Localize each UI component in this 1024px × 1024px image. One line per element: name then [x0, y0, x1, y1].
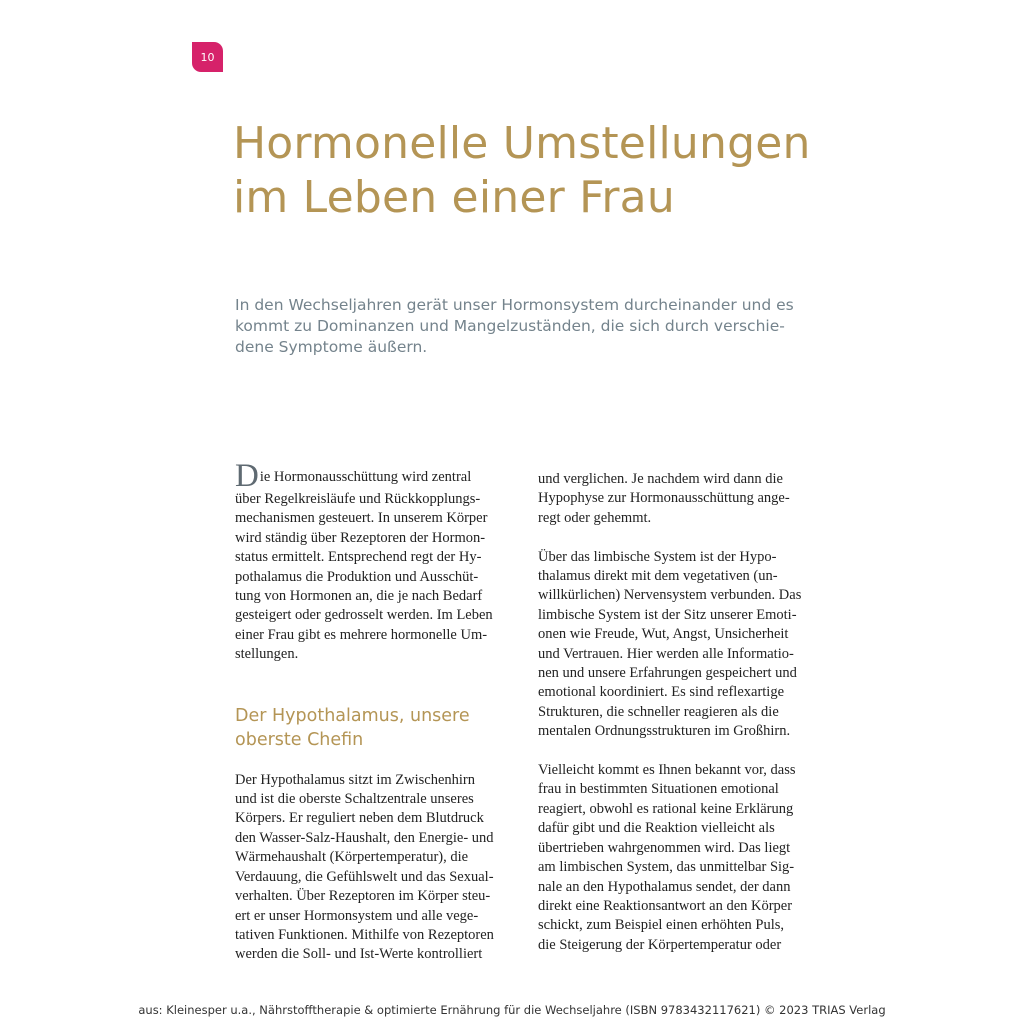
text-line: frau in bestimmten Situationen emotional [538, 781, 779, 798]
text-line: stellungen. [235, 646, 299, 663]
lead-line: In den Wechseljahren gerät unser Hormonsystem durcheinander und es [235, 296, 794, 314]
text-line: mentalen Ordnungsstrukturen im Großhirn. [538, 723, 791, 740]
body-paragraph [538, 470, 828, 528]
source-footer: aus: Kleinesper u.a., Nährstofftherapie & optimierte Ernährung für die Wechseljahre (ISBN 9783432117621) © 2023 TRIAS Verlag [138, 1003, 886, 1017]
lead-line: dene Symptome äußern. [235, 338, 428, 356]
text-line: einer Frau gibt es mehrere hormonelle Um- [235, 626, 488, 643]
text-line: gesteigert oder gedrosselt werden. Im Leben [235, 607, 493, 624]
text-line: nen und unsere Erfahrungen gespeichert und [538, 665, 797, 682]
text-line: nale an den Hypothalamus sendet, der dann [538, 878, 791, 895]
right-column [538, 470, 828, 955]
page-number: 10 [200, 50, 215, 64]
text-line: willkürlichen) Nervensystem verbunden. Das [538, 587, 802, 604]
text-line: am limbischen System, das unmittelbar Sig- [538, 859, 795, 876]
text-line: pothalamus die Produktion und Ausschüt- [235, 568, 479, 585]
lead-paragraph [235, 295, 835, 358]
text-line: und Vertrauen. Hier werden alle Informatio- [538, 645, 794, 662]
text-line: ert er unser Hormonsystem und alle vege- [235, 907, 479, 924]
text-line: wird ständig über Rezeptoren der Hormon- [235, 529, 486, 546]
text-line: reagiert, obwohl es rational keine Erklärung [538, 800, 794, 817]
text-line: Der Hypothalamus sitzt im Zwischenhirn [235, 771, 476, 788]
text-line: dafür gibt und die Reaktion vielleicht als [538, 820, 775, 837]
text-line: emotional koordiniert. Es sind reflexartige [538, 684, 785, 701]
text-line: verhalten. Über Rezeptoren im Körper steu- [235, 888, 491, 905]
drop-cap: D [235, 458, 259, 494]
text-line: mechanismen gesteuert. In unserem Körper [235, 510, 488, 527]
text-line: tung von Hormonen an, die je nach Bedarf [235, 588, 483, 605]
subheading-line: Der Hypothalamus, unsere [235, 705, 470, 726]
text-line: übertrieben wahrgenommen wird. Das liegt [538, 839, 791, 856]
page-number-badge [192, 42, 223, 72]
text-line: status ermittelt. Entsprechend regt der Hy- [235, 549, 482, 566]
body-paragraph [235, 771, 525, 965]
section-subheading [235, 704, 525, 752]
body-paragraph [538, 548, 828, 742]
subheading-line: oberste Chefin [235, 729, 364, 750]
text-line: Vielleicht kommt es Ihnen bekannt vor, dass [538, 762, 796, 779]
left-column [235, 460, 525, 965]
text-line: regt oder gehemmt. [538, 509, 652, 526]
text-line: und ist die oberste Schaltzentrale unseres [235, 791, 474, 808]
text-line: den Wasser-Salz-Haushalt, den Energie- und [235, 829, 494, 846]
text-line: und verglichen. Je nachdem wird dann die [538, 471, 783, 487]
intro-paragraph [235, 460, 525, 665]
text-line: Hypophyse zur Hormonausschüttung ange- [538, 490, 790, 507]
text-line: die Steigerung der Körpertemperatur oder [538, 936, 782, 953]
body-paragraph [538, 761, 828, 955]
text-line: Wärmehaushalt (Körpertemperatur), die [235, 849, 469, 866]
text-line: schickt, zum Beispiel einen erhöhten Puls, [538, 917, 785, 934]
chapter-title-line-1: Hormonelle Umstellungen [233, 118, 811, 169]
text-line: Strukturen, die schneller reagieren als die [538, 703, 779, 720]
text-line: direkt eine Reaktionsantwort an den Körper [538, 897, 793, 914]
chapter-title-line-2: im Leben einer Frau [233, 172, 675, 223]
text-line: Körpers. Er reguliert neben dem Blutdruck [235, 810, 484, 827]
chapter-title [233, 117, 873, 225]
lead-line: kommt zu Dominanzen und Mangelzuständen, die sich durch verschie- [235, 317, 785, 335]
text-line: thalamus direkt mit dem vegetativen (un- [538, 568, 778, 585]
text-line: Über das limbische System ist der Hypo- [538, 548, 777, 565]
text-line: werden die Soll- und Ist-Werte kontrolliert [235, 946, 483, 963]
text-line: ie Hormonausschüttung wird zentral [259, 469, 472, 485]
text-line: Verdauung, die Gefühlswelt und das Sexual- [235, 868, 494, 885]
text-line: limbische System ist der Sitz unserer Emoti- [538, 606, 797, 623]
text-line: tativen Funktionen. Mithilfe von Rezeptoren [235, 926, 494, 943]
text-line: über Regelkreisläufe und Rückkopplungs- [235, 491, 481, 507]
text-line: onen wie Freude, Wut, Angst, Unsicherheit [538, 626, 789, 643]
